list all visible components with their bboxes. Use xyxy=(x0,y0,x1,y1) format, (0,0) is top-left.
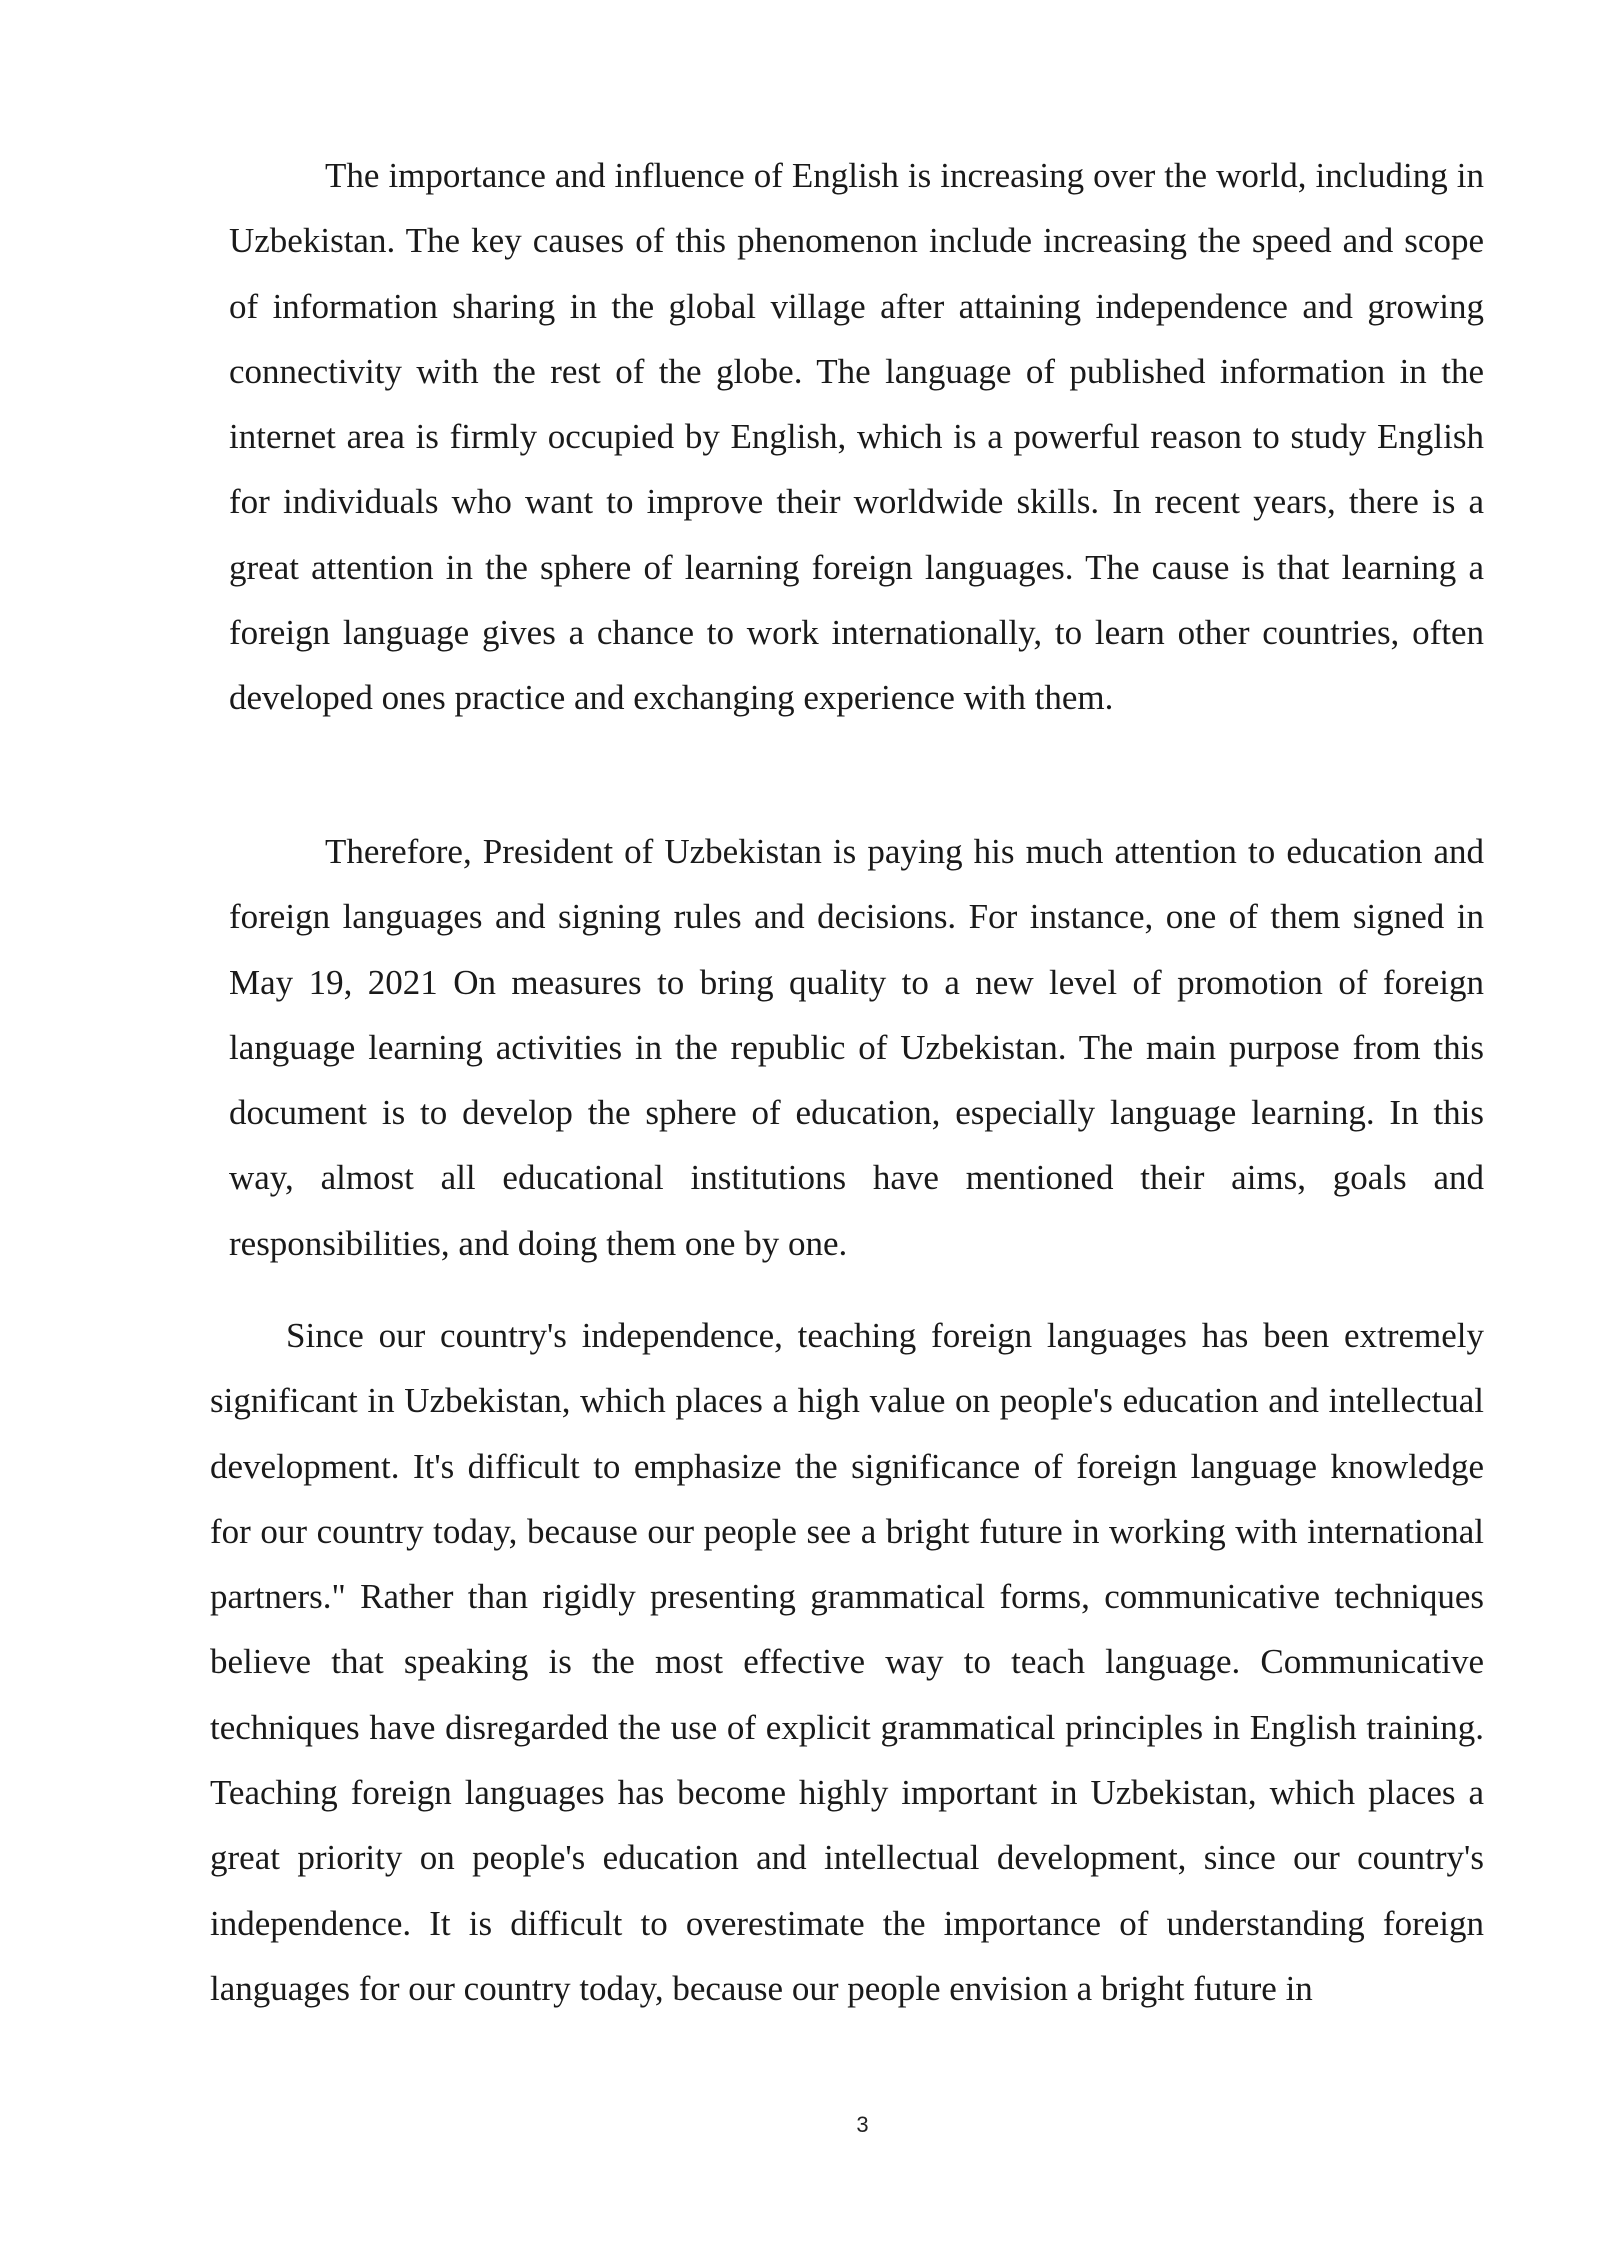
page-number: 3 xyxy=(856,2112,869,2137)
paragraph-presidential-decree: Therefore, President of Uzbekistan is paying his much attention to education and foreign languages and signing rules and decisions. For instance, one of them signed in May 19, 2021 On measures to bring quality to a new level of promotion of foreign language learning activities in the republic of Uzbekistan. The main purpose from this document is to develop the sphere of education, especially language learning. In this way, almost all educational institutions have mentioned their aims, goals and responsibilities, and doing them one by one. xyxy=(229,832,1484,1263)
paragraph-english-influence: The importance and influence of English is increasing over the world, including in Uzbekistan. The key causes of this phenomenon include increasing the speed and scope of information sharing in the global village after attaining independence and growing connectivity with the rest of the globe. The language of published information in the internet area is firmly occupied by English, which is a powerful reason to study English for individuals who want to improve their worldwide skills. In recent years, there is a great attention in the sphere of learning foreign languages. The cause is that learning a foreign language gives a chance to work internationally, to learn other countries, often developed ones practice and exchanging experience with them. xyxy=(229,156,1484,718)
paragraph-teaching-foreign-languages: Since our country's independence, teaching foreign languages has been extremely significant in Uzbekistan, which places a high value on people's education and intellectual development. It's difficult to emphasize the significance of foreign language knowledge for our country today, because our people see a bright future in working with international partners." Rather than rigidly presenting grammatical forms, communicative techniques believe that speaking is the most effective way to teach language. Communicative techniques have disregarded the use of explicit grammatical principles in English training. Teaching foreign languages has become highly important in Uzbekistan, which places a great priority on people's education and intellectual development, since our country's independence. It is difficult to overestimate the importance of understanding foreign languages for our country today, because our people envision a bright future in xyxy=(210,1316,1484,2008)
